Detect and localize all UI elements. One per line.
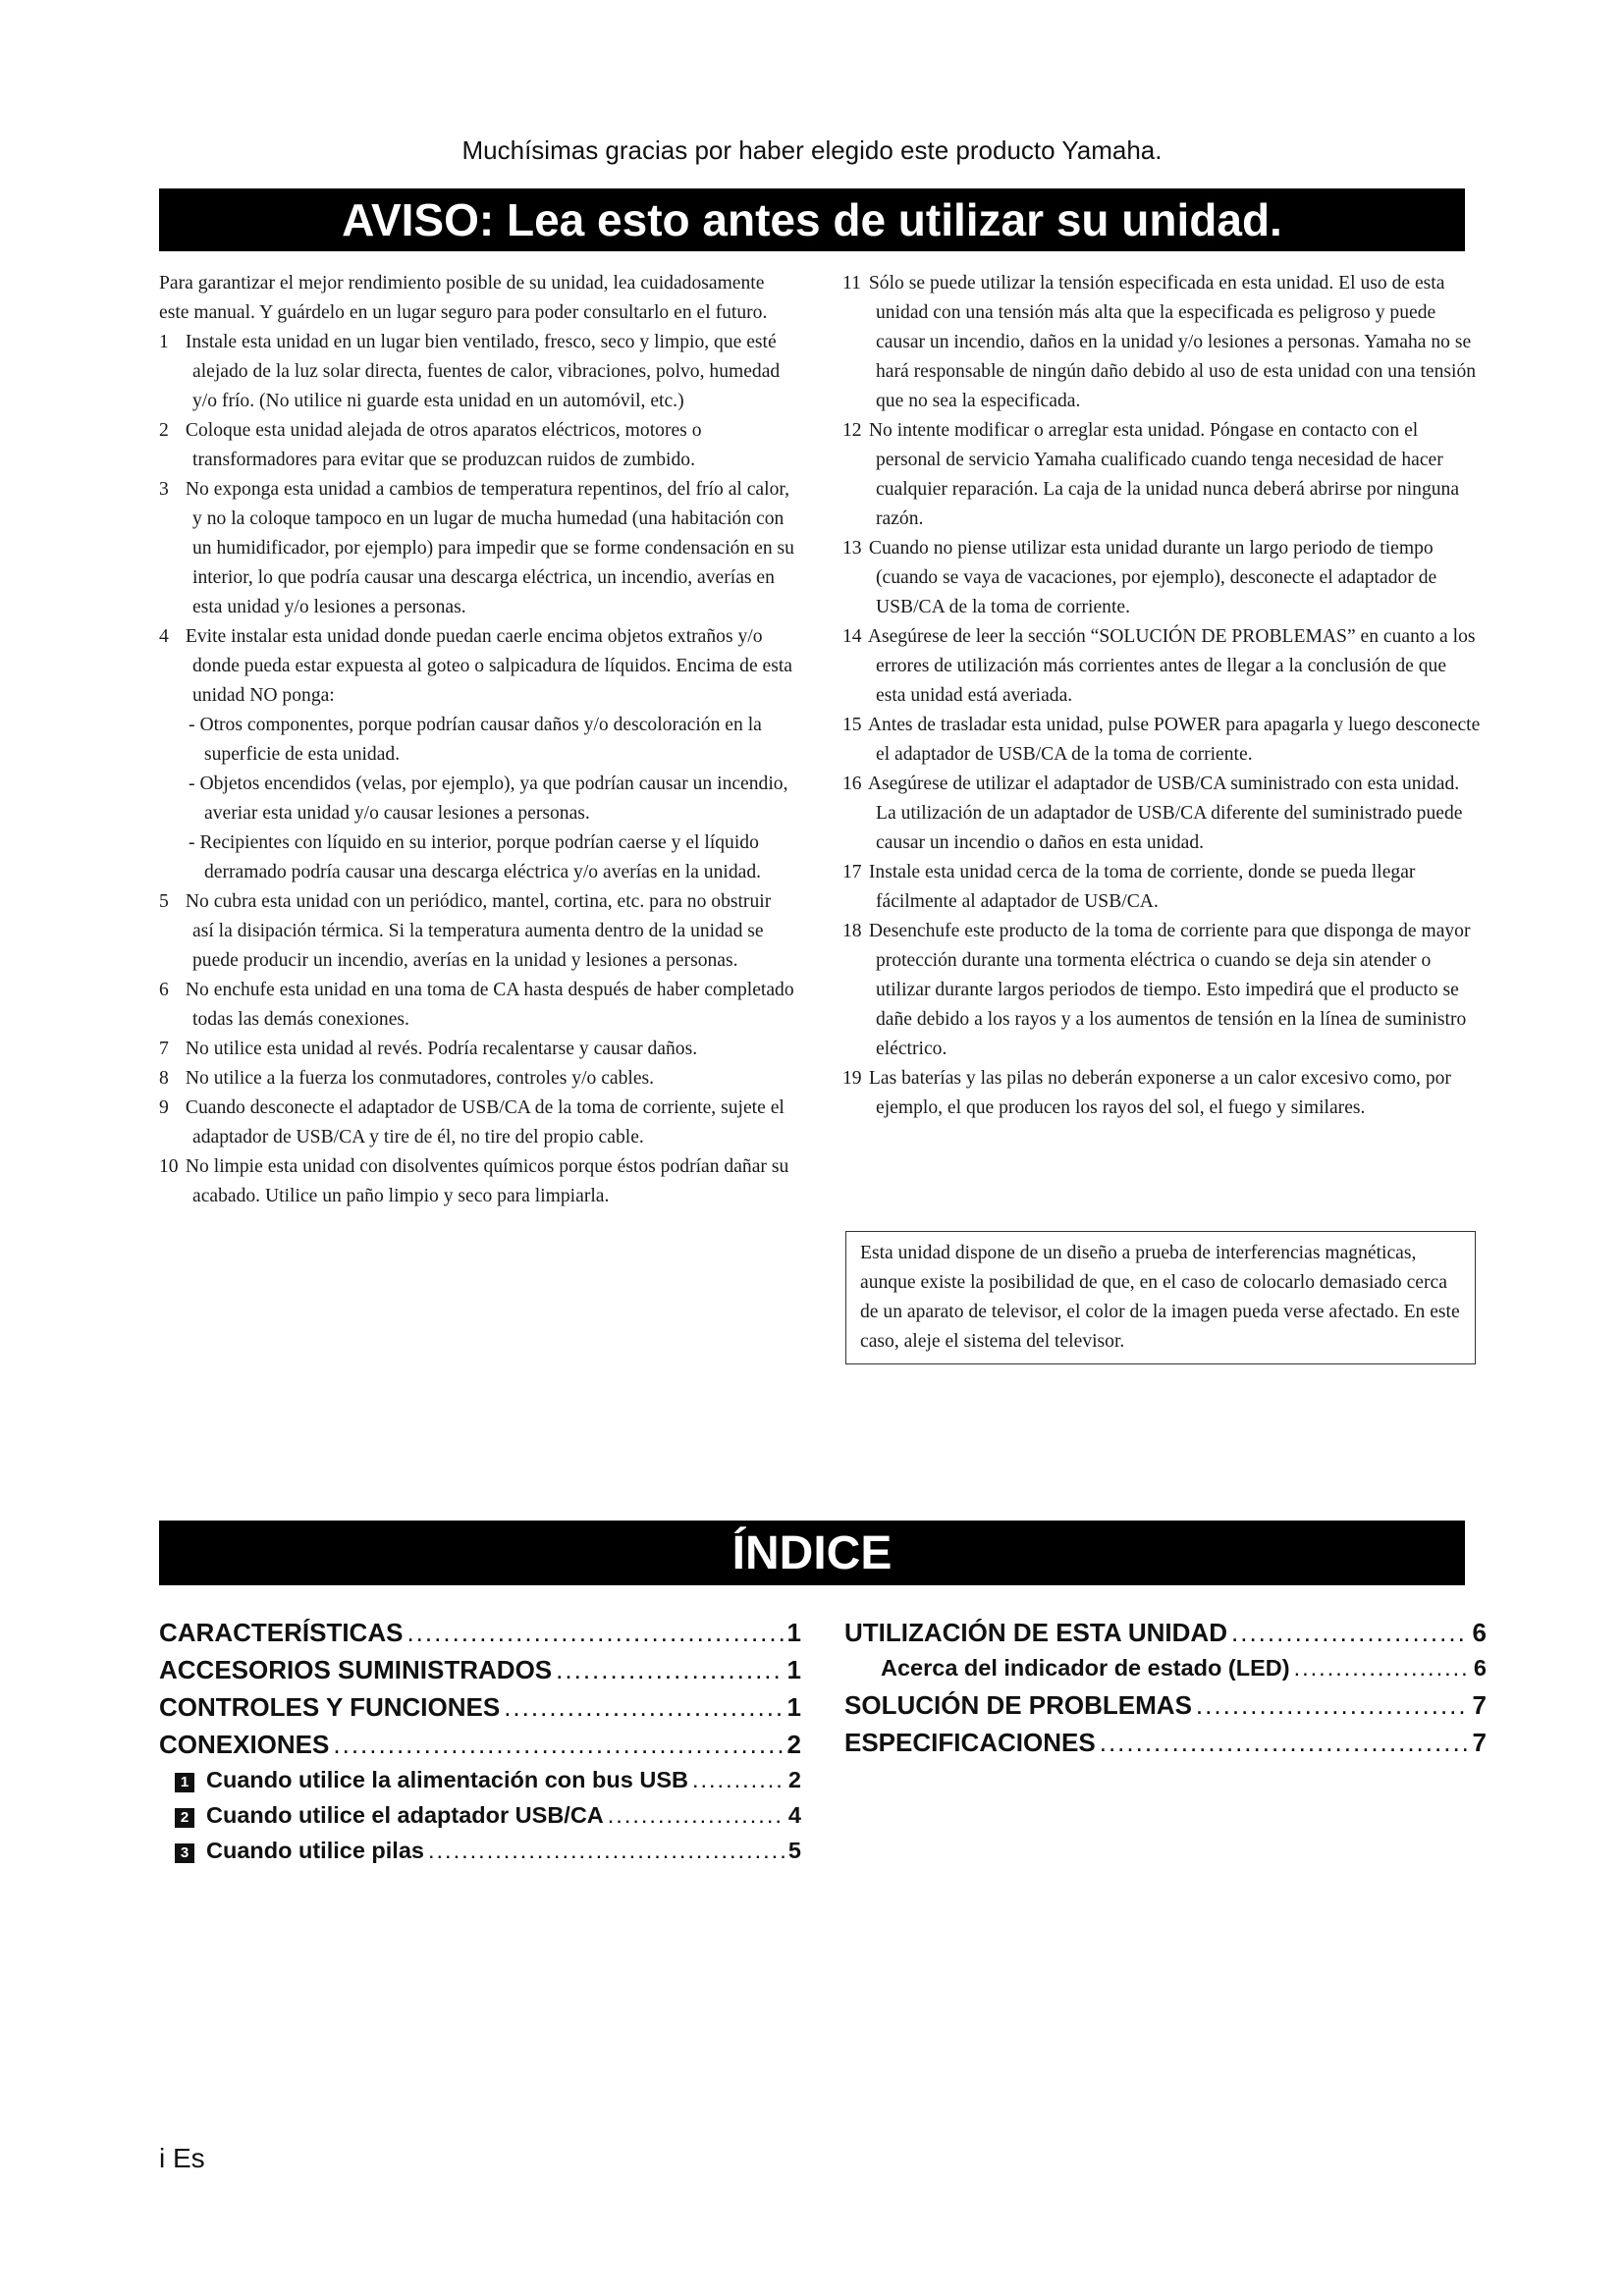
thanks-line: Muchísimas gracias por haber elegido este producto Yamaha. <box>461 135 1163 165</box>
toc-page: 1 <box>786 1655 801 1684</box>
toc-label: CARACTERÍSTICAS <box>159 1618 404 1647</box>
aviso-item-11: 11 Sólo se puede utilizar la tensión especificada en esta unidad. El uso de esta unidad con una tensión más alta que la especificada es peligroso y puede causar un incendio, daños en la unidad y/o lesiones a personas. Yamaha no se hará responsable de ningún daño debido al uso de esta unidad con una tensión que no sea la especificada. <box>842 273 1477 411</box>
toc-page: 6 <box>1472 1618 1487 1647</box>
toc-entry-conexiones[interactable] <box>159 1730 801 1767</box>
aviso-item-6: 6 No enchufe esta unidad en una toma de CA hasta después de haber completado todas las demás conexiones. <box>159 980 794 1030</box>
aviso-item-16: 16 Asegúrese de utilizar el adaptador de USB/CA suministrado con esta unidad. La utilización de un adaptador de USB/CA diferente del suministrado puede causar un incendio o daños en esta unidad. <box>842 774 1463 853</box>
aviso-item-14: 14 Asegúrese de leer la sección “SOLUCIÓN DE PROBLEMAS” en cuanto a los errores de utilización más corrientes antes de llegar a la conclusión de que esta unidad está averiada. <box>842 626 1476 706</box>
aviso-item-1: 1 Instale esta unidad en un lugar bien ventilado, fresco, seco y limpio, que esté alejado de la luz solar directa, fuentes de calor, vibraciones, polvo, humedad y/o frío. (No utilice ni guarde esta unidad en un automóvil, etc.) <box>159 332 781 411</box>
aviso-list-right <box>842 269 1481 1123</box>
aviso-list-left-cont <box>159 887 795 1211</box>
toc-page: 2 <box>787 1767 801 1792</box>
toc-entry-caracteristicas[interactable] <box>159 1618 801 1655</box>
aviso-item-2: 2 Coloque esta unidad alejada de otros aparatos eléctricos, motores o transformadores para evitar que se produzcan ruidos de zumbido. <box>159 420 702 470</box>
toc-label: Cuando utilice la alimentación con bus USB <box>206 1767 688 1792</box>
aviso-intro: Para garantizar el mejor rendimiento posible de su unidad, lea cuidadosamente este manual. Y guárdelo en un lugar seguro para poder consultarlo en el futuro. <box>159 273 768 323</box>
aviso-subitem: - Otros componentes, porque podrían causar daños y/o descoloración en la superficie de esta unidad. <box>189 715 762 765</box>
aviso-left-column <box>159 269 795 1211</box>
toc-entry-pilas[interactable] <box>159 1838 801 1873</box>
aviso-item-8: 8 No utilice a la fuerza los conmutadores, controles y/o cables. <box>159 1068 655 1089</box>
toc-left-column <box>159 1618 801 1873</box>
aviso-item-3: 3 No exponga esta unidad a cambios de temperatura repentinos, del frío al calor, y no la coloque tampoco en un lugar de mucha humedad (una habitación con un humidificador, por ejemplo) para impedir que se forme condensación en su interior, lo que podría causar una descarga eléctrica, un incendio, averías en esta unidad y/o lesiones a personas. <box>159 479 794 617</box>
toc-label: ESPECIFICACIONES <box>844 1728 1096 1757</box>
toc-entry-solucion[interactable] <box>844 1690 1487 1728</box>
aviso-banner: AVISO: Lea esto antes de utilizar su unidad. <box>159 188 1465 251</box>
toc-entry-adaptador[interactable] <box>159 1802 801 1838</box>
toc-right-column <box>844 1618 1487 1765</box>
aviso-item-18: 18 Desenchufe este producto de la toma de corriente para que disponga de mayor protección durante una tormenta eléctrica o cuando se deja sin atender o utilizar durante largos periodos de tiempo. Esto impedirá que el producto se dañe debido a los rayos y a los aumentos de tensión en la línea de suministro eléctrico. <box>842 921 1471 1059</box>
toc-label: Cuando utilice pilas <box>206 1838 424 1863</box>
toc-page: 7 <box>1472 1728 1487 1757</box>
aviso-item-4: 4 Evite instalar esta unidad donde puedan caerle encima objetos extraños y/o donde pueda estar expuesta al goteo o salpicadura de líquidos. Encima de esta unidad NO ponga: <box>159 626 793 706</box>
toc-page: 1 <box>786 1618 801 1647</box>
aviso-subitem: - Recipientes con líquido en su interior, porque podrían caerse y el líquido derramado podría causar una descarga eléctrica y/o averías en la unidad. <box>189 832 762 882</box>
step-number-badge: 2 <box>175 1808 194 1828</box>
toc-entry-indicador-led[interactable] <box>844 1655 1487 1690</box>
aviso-list-left <box>159 328 795 711</box>
toc-page: 5 <box>787 1838 801 1863</box>
toc-label: SOLUCIÓN DE PROBLEMAS <box>844 1690 1192 1720</box>
toc-label: ACCESORIOS SUMINISTRADOS <box>159 1655 553 1684</box>
toc-label: CONEXIONES <box>159 1730 330 1759</box>
aviso-item-10: 10 No limpie esta unidad con disolventes químicos porque éstos podrían dañar su acabado. Utilice un paño limpio y seco para limpiarla. <box>159 1156 789 1206</box>
aviso-item-5: 5 No cubra esta unidad con un periódico, mantel, cortina, etc. para no obstruir así la disipación térmica. Si la temperatura aumenta dentro de la unidad se puede producir un incendio, averías en la unidad y lesiones a personas. <box>159 891 772 971</box>
step-number-badge: 3 <box>175 1843 194 1863</box>
aviso-item-15: 15 Antes de trasladar esta unidad, pulse POWER para apagarla y luego desconecte el adaptador de USB/CA de la toma de corriente. <box>842 715 1481 765</box>
toc-entry-utilizacion[interactable] <box>844 1618 1487 1655</box>
indice-banner: ÍNDICE <box>159 1521 1465 1585</box>
aviso-subitem: - Objetos encendidos (velas, por ejemplo), ya que podrían causar un incendio, averiar esta unidad y/o causar lesiones a personas. <box>189 774 788 824</box>
interference-notice-box: Esta unidad dispone de un diseño a prueba de interferencias magnéticas, aunque existe la posibilidad de que, en el caso de colocarlo demasiado cerca de un aparato de televisor, el color de la imagen pueda verse afectado. En este caso, aleje el sistema del televisor. <box>845 1231 1476 1364</box>
toc-page: 4 <box>787 1802 801 1828</box>
toc-page: 7 <box>1472 1690 1487 1720</box>
toc-entry-especificaciones[interactable] <box>844 1728 1487 1765</box>
toc-page: 2 <box>786 1730 801 1759</box>
toc-entry-controles[interactable] <box>159 1692 801 1730</box>
aviso-item-12: 12 No intente modificar o arreglar esta unidad. Póngase en contacto con el personal de servicio Yamaha cualificado cuando tenga necesidad de hacer cualquier reparación. La caja de la unidad nunca deberá abrirse por ninguna razón. <box>842 420 1460 529</box>
step-number-badge: 1 <box>175 1773 194 1792</box>
aviso-item-9: 9 Cuando desconecte el adaptador de USB/CA de la toma de corriente, sujete el adaptador de USB/CA y tire de él, no tire del propio cable. <box>159 1097 785 1148</box>
aviso-item-7: 7 No utilice esta unidad al revés. Podría recalentarse y causar daños. <box>159 1039 698 1059</box>
page-number: i Es <box>159 2143 205 2173</box>
toc-entry-bus-usb[interactable] <box>159 1767 801 1802</box>
toc-label: CONTROLES Y FUNCIONES <box>159 1692 501 1722</box>
aviso-item-19: 19 Las baterías y las pilas no deberán exponerse a un calor excesivo como, por ejemplo, el que producen los rayos del sol, el fuego y similares. <box>842 1068 1451 1118</box>
toc-label: Acerca del indicador de estado (LED) <box>881 1655 1290 1681</box>
toc-label: UTILIZACIÓN DE ESTA UNIDAD <box>844 1618 1227 1647</box>
aviso-item-13: 13 Cuando no piense utilizar esta unidad durante un largo periodo de tiempo (cuando se vaya de vacaciones, por ejemplo), desconecte el adaptador de USB/CA de la toma de corriente. <box>842 538 1437 617</box>
toc-page: 6 <box>1473 1655 1487 1681</box>
aviso-item-4-sublist <box>159 711 795 887</box>
toc-page: 1 <box>786 1692 801 1722</box>
aviso-item-17: 17 Instale esta unidad cerca de la toma de corriente, donde se pueda llegar fácilmente al adaptador de USB/CA. <box>842 862 1416 912</box>
aviso-right-column <box>842 269 1481 1123</box>
toc-entry-accesorios[interactable] <box>159 1655 801 1692</box>
toc-label: Cuando utilice el adaptador USB/CA <box>206 1802 604 1828</box>
